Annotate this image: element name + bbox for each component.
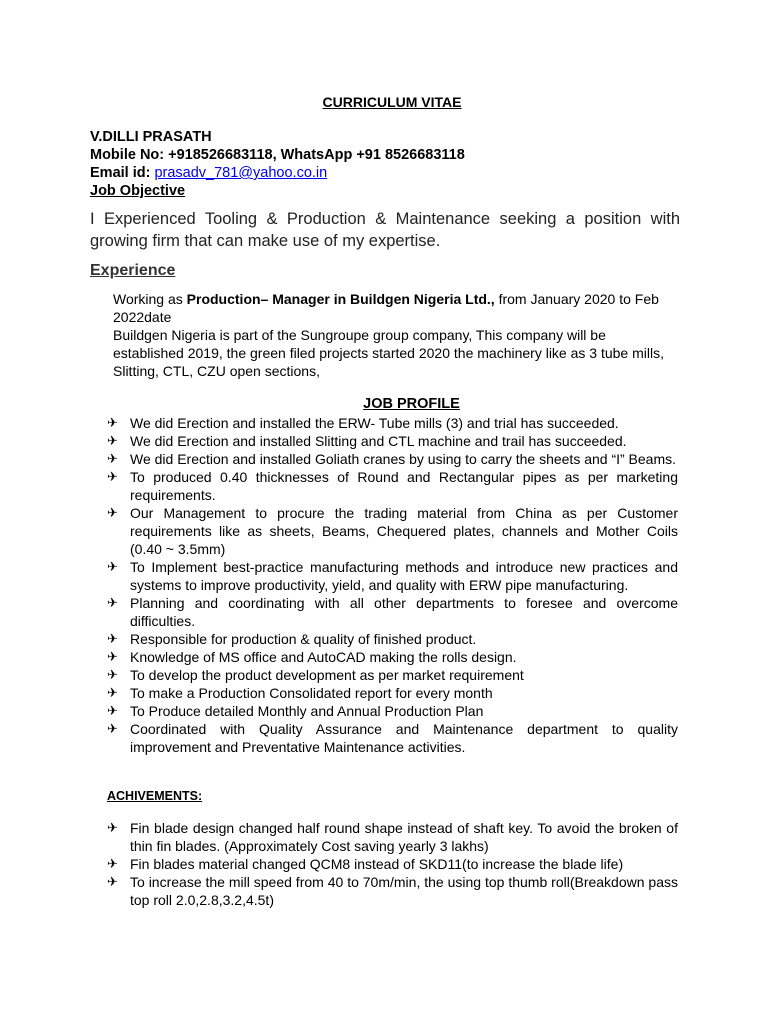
document-title: CURRICULUM VITAE	[322, 94, 462, 110]
email-link[interactable]: prasadv_781@yahoo.co.in	[154, 165, 328, 181]
experience-heading: Experience	[90, 262, 176, 279]
list-item: ✈ Coordinated with Quality Assurance and Maintenance department to quality improvement and Preventative Maintenance activities.	[107, 721, 678, 755]
list-item: ✈ Fin blade design changed half round shape instead of shaft key. To avoid the broken of thin fin blades. (Approximately Cost saving yearly 3 lakhs)	[107, 820, 678, 854]
experience-company-description: Buildgen Nigeria is part of the Sungroupe group company, This company will be established 2019, the green filed projects started 2020 the machinery like as 3 tube mills, Slitting, CTL, CZU open sections,	[113, 327, 664, 379]
experience-role-dates: from January 2020 to Feb 2022date	[113, 291, 659, 325]
airplane-bullet-icon: ✈	[107, 721, 118, 736]
airplane-bullet-icon: ✈	[107, 505, 118, 520]
airplane-bullet-icon: ✈	[107, 433, 118, 448]
list-item: ✈ Responsible for production & quality of finished product.	[107, 631, 477, 647]
email-label: Email id:	[90, 165, 155, 181]
job-objective-heading: Job Objective	[90, 183, 186, 199]
list-item: ✈ We did Erection and installed Slitting and CTL machine and trail has succeeded.	[107, 433, 627, 449]
job-profile-heading: JOB PROFILE	[363, 396, 460, 412]
airplane-bullet-icon: ✈	[107, 703, 118, 718]
job-profile-list	[107, 414, 678, 756]
candidate-name: V.DILLI PRASATH	[90, 129, 212, 145]
airplane-bullet-icon: ✈	[107, 469, 118, 484]
airplane-bullet-icon: ✈	[107, 649, 118, 664]
list-item: ✈ Fin blades material changed QCM8 instead of SKD11(to increase the blade life)	[107, 856, 624, 872]
objective-text: I Experienced Tooling & Production & Maintenance seeking a position with growing firm that can make use of my expertise.	[90, 210, 680, 250]
airplane-bullet-icon: ✈	[107, 631, 118, 646]
list-item: ✈ To Implement best-practice manufacturing methods and introduce new practices and systems to improve productivity, yield, and quality with ERW pipe manufacturing.	[107, 559, 678, 593]
list-item: ✈ To produced 0.40 thicknesses of Round and Rectangular pipes as per marketing requirements.	[107, 469, 678, 503]
airplane-bullet-icon: ✈	[107, 595, 118, 610]
achievements-list	[107, 819, 678, 909]
airplane-bullet-icon: ✈	[107, 451, 118, 466]
airplane-bullet-icon: ✈	[107, 685, 118, 700]
airplane-bullet-icon: ✈	[107, 856, 118, 871]
airplane-bullet-icon: ✈	[107, 667, 118, 682]
experience-role-prefix: Working as	[113, 291, 187, 307]
achievements-heading: ACHIVEMENTS:	[107, 789, 203, 803]
list-item: ✈ We did Erection and installed Goliath cranes by using to carry the sheets and “I” Beams.	[107, 451, 677, 467]
list-item: ✈ Knowledge of MS office and AutoCAD making the rolls design.	[107, 649, 517, 665]
experience-role-title: Production– Manager in Buildgen Nigeria Ltd.,	[186, 291, 495, 307]
airplane-bullet-icon: ✈	[107, 559, 118, 574]
list-item: ✈ To make a Production Consolidated report for every month	[107, 685, 493, 701]
email-line	[90, 164, 327, 182]
airplane-bullet-icon: ✈	[107, 820, 118, 835]
mobile-line: Mobile No: +918526683118, WhatsApp +91 8526683118	[90, 147, 465, 163]
list-item: ✈ Our Management to procure the trading material from China as per Customer requirements like as sheets, Beams, Chequered plates, channels and Mother Coils (0.40 ~ 3.5mm)	[107, 505, 678, 557]
list-item: ✈ To develop the product development as per market requirement	[107, 667, 524, 683]
list-item: ✈ To Produce detailed Monthly and Annual Production Plan	[107, 703, 484, 719]
list-item: ✈ To increase the mill speed from 40 to 70m/min, the using top thumb roll(Breakdown pass top roll 2.0,2.8,3.2,4.5t)	[107, 874, 678, 908]
list-item: ✈ We did Erection and installed the ERW- Tube mills (3) and trial has succeeded.	[107, 415, 619, 431]
airplane-bullet-icon: ✈	[107, 874, 118, 889]
experience-role	[113, 290, 678, 326]
list-item: ✈ Planning and coordinating with all other departments to foresee and overcome difficulties.	[107, 595, 678, 629]
airplane-bullet-icon: ✈	[107, 415, 118, 430]
